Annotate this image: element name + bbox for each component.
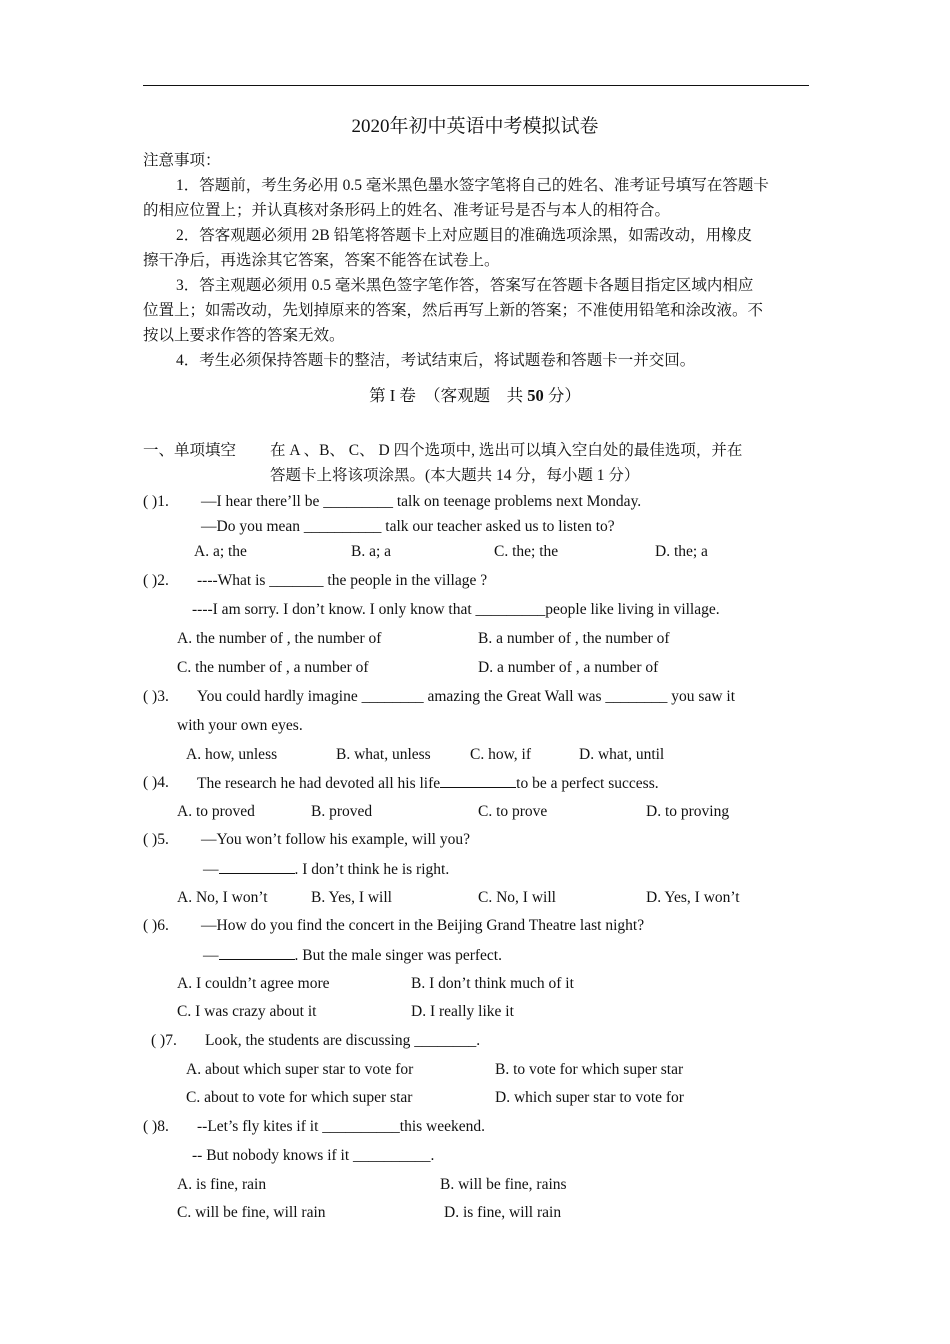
- question-number: ( )5.: [143, 831, 169, 848]
- notice-line: 擦干净后，再选涂其它答案，答案不能答在试卷上。: [143, 252, 500, 269]
- option-c: C. about to vote for which super star: [186, 1089, 413, 1106]
- question-number: ( )3.: [143, 688, 169, 705]
- option-b: B. to vote for which super star: [495, 1061, 684, 1078]
- section-label: 一、单项填空: [143, 442, 237, 459]
- question-number: ( )4.: [143, 774, 169, 791]
- question-stem: with your own eyes.: [177, 717, 303, 734]
- answer-blank: [219, 859, 295, 874]
- answer-blank: [440, 773, 516, 788]
- question-stem: -- But nobody knows if it __________.: [192, 1147, 435, 1164]
- option-c: C. the; the: [494, 543, 559, 560]
- question-number: ( )2.: [143, 572, 169, 589]
- option-a: A. to proved: [177, 803, 255, 820]
- option-d: D. Yes, I won’t: [646, 889, 740, 906]
- question-stem: ----What is _______ the people in the village ?: [197, 572, 488, 589]
- notice-line: 3．答主观题必须用 0.5 毫米黑色签字笔作答，答案写在答题卡各题目指定区域内相应: [176, 277, 754, 294]
- question-stem: The research he had devoted all his life to be a perfect success.: [197, 775, 659, 792]
- top-rule: [143, 85, 809, 86]
- notice-heading: 注意事项：: [143, 152, 221, 169]
- option-c: C. the number of , a number of: [177, 659, 369, 676]
- notice-line: 位置上；如需改动，先划掉原来的答案，然后再写上新的答案；不准使用铅笔和涂改液。不: [143, 302, 764, 319]
- section-instruction: 答题卡上将该项涂黑。(本大题共 14 分，每小题 1 分）: [270, 467, 640, 484]
- question-stem: Look, the students are discussing ________.: [205, 1032, 481, 1049]
- option-b: B. what, unless: [336, 746, 431, 763]
- notice-line: 的相应位置上；并认真核对条形码上的姓名、准考证号是否与本人的相符合。: [143, 202, 671, 219]
- question-number: ( )8.: [143, 1118, 169, 1135]
- question-stem: — . I don’t think he is right.: [203, 861, 450, 878]
- question-stem: —I hear there’ll be _________ talk on teenage problems next Monday.: [201, 493, 642, 510]
- question-stem: —You won’t follow his example, will you?: [201, 831, 470, 848]
- option-a: A. No, I won’t: [177, 889, 268, 906]
- question-stem: —How do you find the concert in the Beijing Grand Theatre last night?: [201, 917, 645, 934]
- option-c: C. I was crazy about it: [177, 1003, 317, 1020]
- notice-line: 2．答客观题必须用 2B 铅笔将答题卡上对应题目的准确选项涂黑，如需改动，用橡皮: [176, 227, 753, 244]
- option-b: B. will be fine, rains: [440, 1176, 567, 1193]
- notice-line: 4．考生必须保持答题卡的整洁，考试结束后，将试题卷和答题卡一并交回。: [176, 352, 696, 369]
- option-a: A. a; the: [194, 543, 247, 560]
- notice-line: 按以上要求作答的答案无效。: [143, 327, 345, 344]
- option-d: D. I really like it: [411, 1003, 514, 1020]
- section-instruction: 在 A 、B、 C、 D 四个选项中, 选出可以填入空白处的最佳选项，并在: [270, 442, 743, 459]
- question-stem: ----I am sorry. I don’t know. I only know that _________people like living in village.: [192, 601, 720, 618]
- option-b: B. a number of , the number of: [478, 630, 670, 647]
- option-b: B. a; a: [351, 543, 392, 560]
- option-a: A. the number of , the number of: [177, 630, 382, 647]
- question-number: ( )1.: [143, 493, 169, 510]
- page-title: 2020年初中英语中考模拟试卷: [351, 116, 599, 137]
- option-c: C. No, I will: [478, 889, 556, 906]
- option-b: B. Yes, I will: [311, 889, 392, 906]
- question-number: ( )7.: [151, 1032, 177, 1049]
- question-stem: --Let’s fly kites if it __________this weekend.: [197, 1118, 485, 1135]
- part-heading: 第 I 卷 （客观题 共 50 分）: [369, 386, 581, 405]
- question-number: ( )6.: [143, 917, 169, 934]
- question-stem: —Do you mean __________ talk our teacher asked us to listen to?: [201, 518, 615, 535]
- option-d: D. what, until: [579, 746, 665, 763]
- option-a: A. how, unless: [186, 746, 278, 763]
- option-d: D. the; a: [655, 543, 708, 560]
- option-c: C. will be fine, will rain: [177, 1204, 326, 1221]
- option-d: D. a number of , a number of: [478, 659, 659, 676]
- option-a: A. about which super star to vote for: [186, 1061, 414, 1078]
- option-b: B. I don’t think much of it: [411, 975, 574, 992]
- question-stem: You could hardly imagine ________ amazing the Great Wall was ________ you saw it: [197, 688, 736, 705]
- option-d: D. is fine, will rain: [444, 1204, 562, 1221]
- option-d: D. to proving: [646, 803, 730, 820]
- part-score: 50: [527, 386, 544, 405]
- answer-blank: [219, 945, 295, 960]
- option-d: D. which super star to vote for: [495, 1089, 684, 1106]
- option-a: A. I couldn’t agree more: [177, 975, 330, 992]
- option-c: C. to prove: [478, 803, 548, 820]
- option-c: C. how, if: [470, 746, 531, 763]
- option-a: A. is fine, rain: [177, 1176, 267, 1193]
- notice-line: 1．答题前，考生务必用 0.5 毫米黑色墨水签字笔将自己的姓名、准考证号填写在答题卡: [176, 177, 769, 194]
- question-stem: — . But the male singer was perfect.: [203, 947, 502, 964]
- option-b: B. proved: [311, 803, 373, 820]
